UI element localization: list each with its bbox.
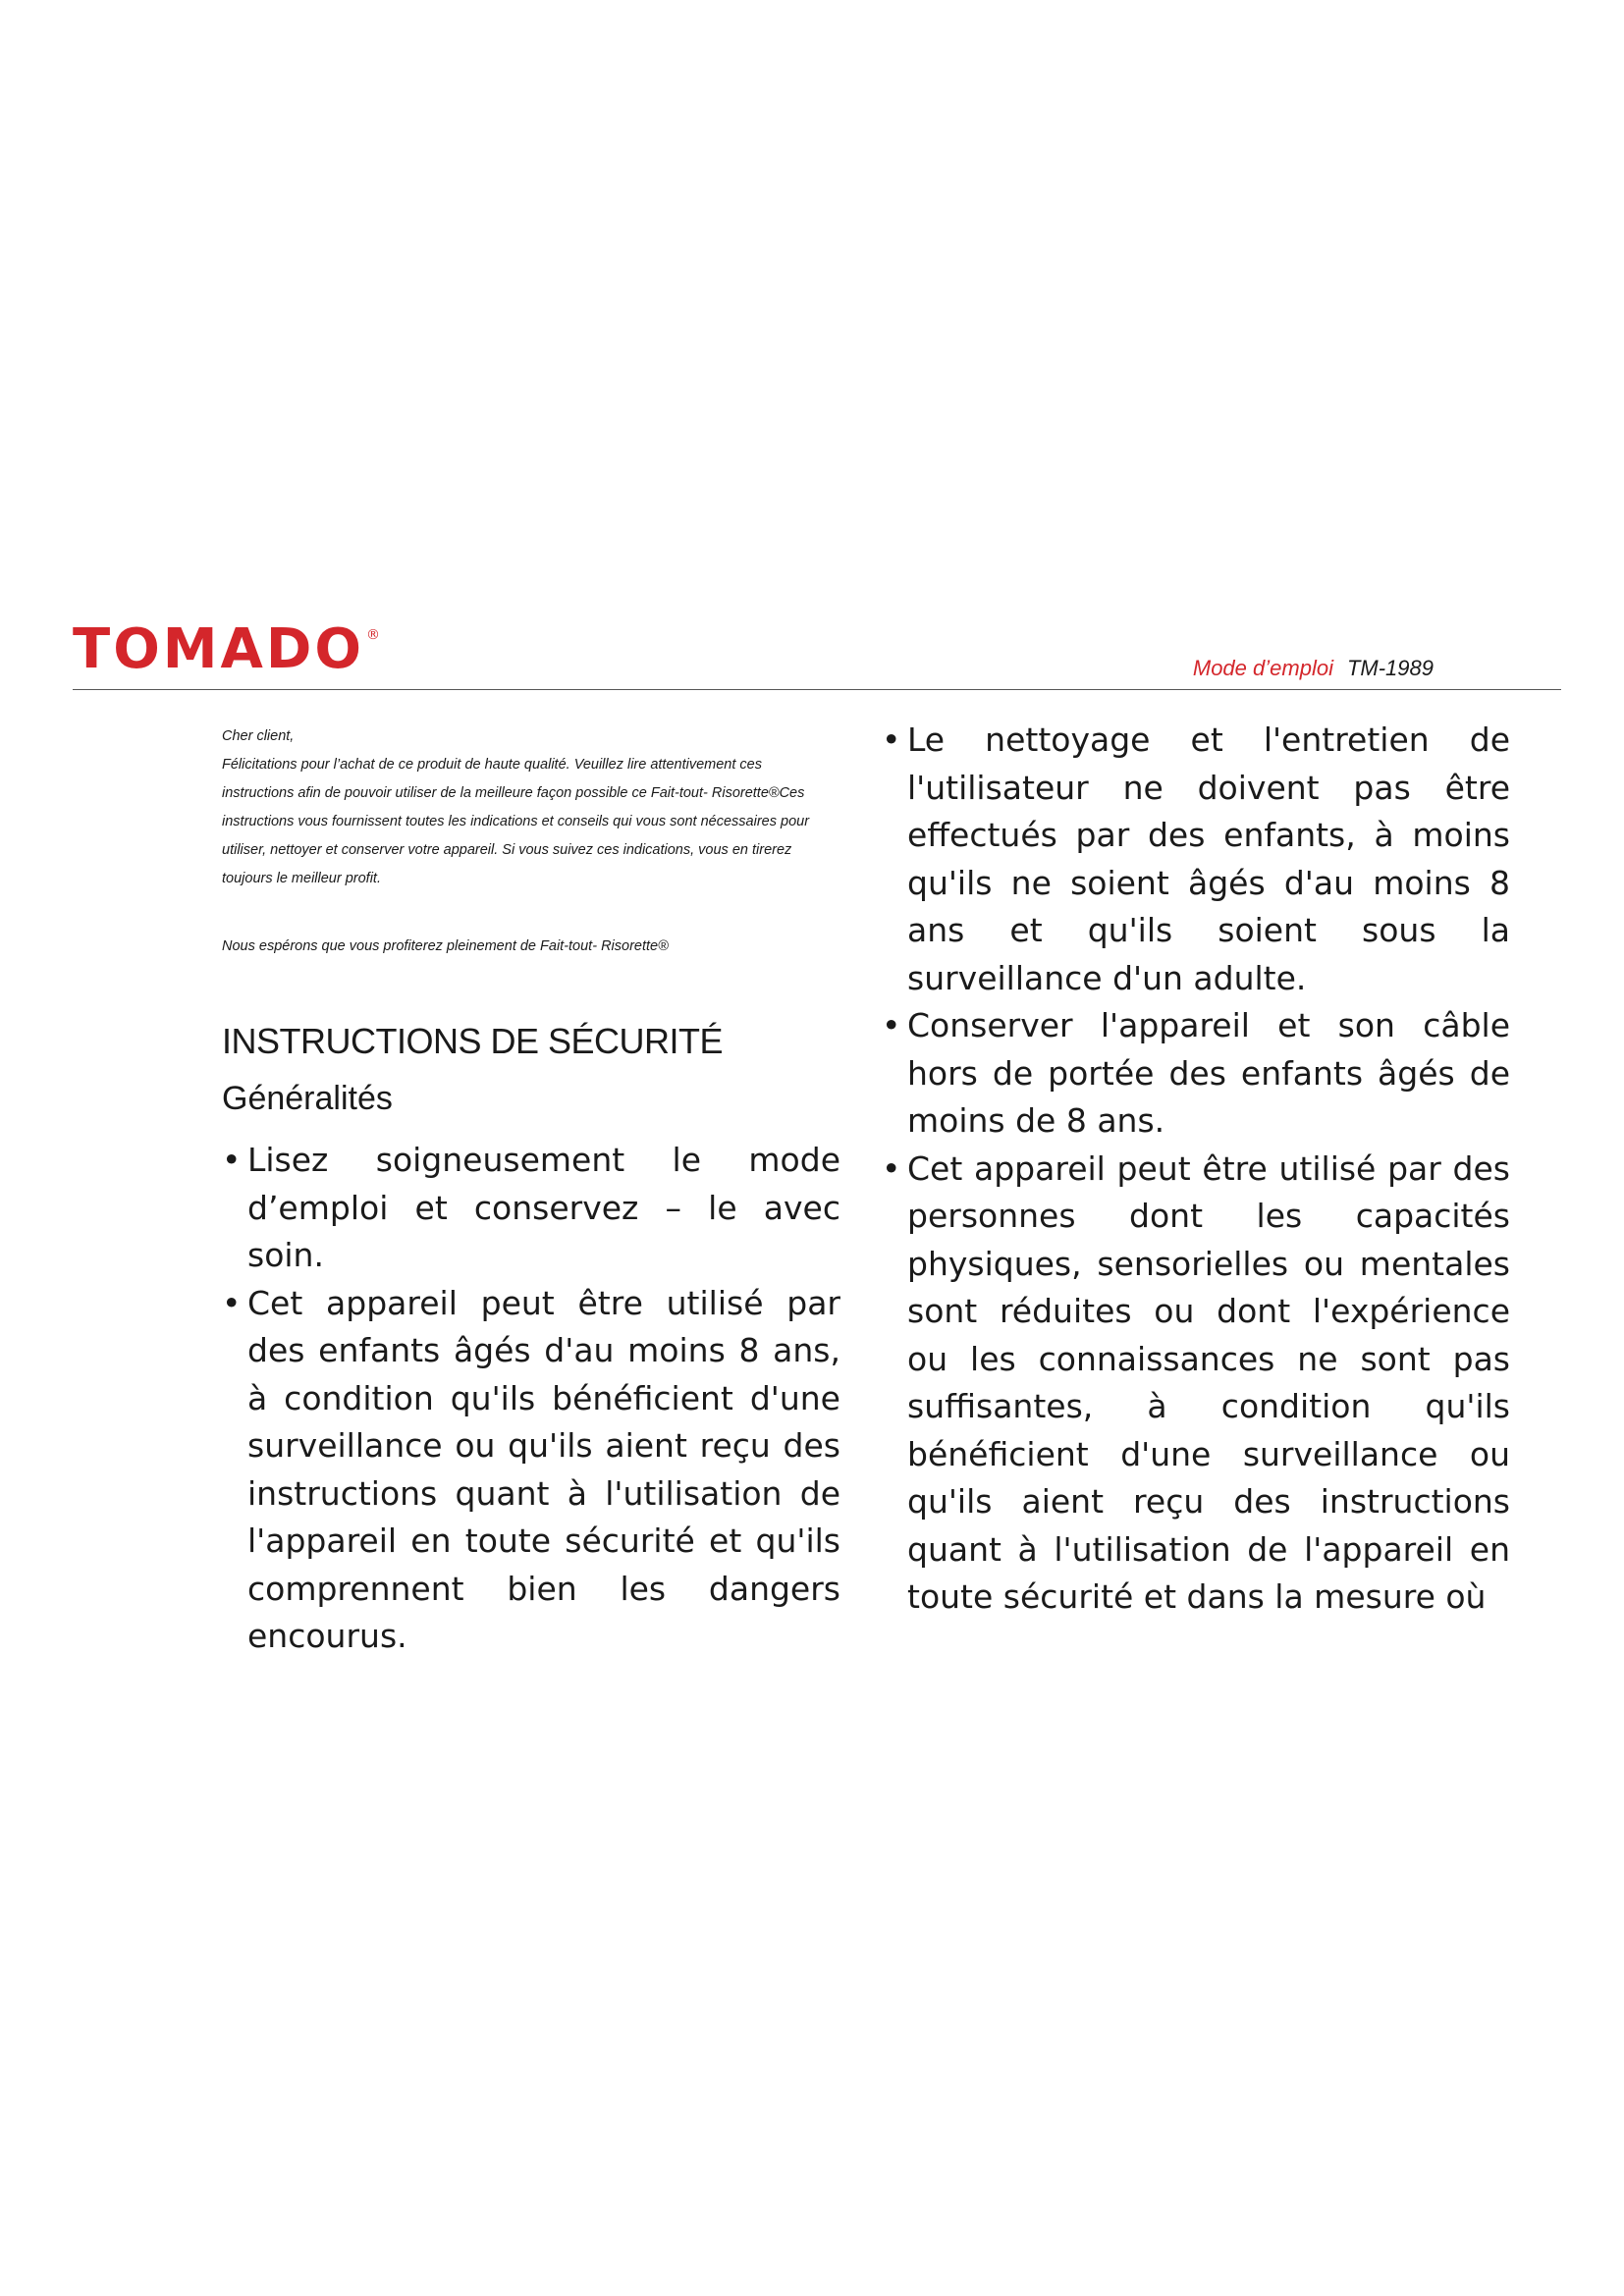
intro-greeting: Cher client, <box>222 728 295 744</box>
left-column <box>222 1137 840 1661</box>
list-item-text: Conserver l'appareil et son câble hors de portée des enfants âgés de moins de 8 ans. <box>907 1006 1510 1140</box>
list-item-text: Lisez soigneusement le mode d’emploi et conservez – le avec soin. <box>247 1141 840 1274</box>
bullet-icon: • <box>882 1148 901 1188</box>
list-item <box>882 1002 1510 1146</box>
model-number: TM-1989 <box>1346 656 1434 680</box>
list-item-text: Cet appareil peut être utilisé par des enfants âgés d'au moins 8 ans, à condition qu'ils bénéficient d'une surveillance ou qu'ils aient reçu des instructions quant à l'utilisation de l'appareil en toute sécurité et qu'ils comprennent bien les dangers encourus. <box>247 1283 840 1655</box>
list-item <box>882 1146 1510 1622</box>
section-title: INSTRUCTIONS DE SÉCURITÉ <box>222 1021 724 1061</box>
manual-label: Mode d’emploi <box>1192 656 1333 680</box>
page-header <box>73 618 1561 690</box>
bullet-icon: • <box>222 1141 242 1179</box>
bullet-icon: • <box>882 1006 901 1044</box>
intro-closing: Nous espérons que vous profiterez pleinement de Fait-tout- Risorette® <box>222 938 669 954</box>
list-item-text: Cet appareil peut être utilisé par des personnes dont les capacités physiques, sensorielles ou mentales sont réduites ou dont l'expérience ou les connaissances ne sont pas suffisantes, à condition qu'ils bénéficient d'une surveillance ou qu'ils aient reçu des instructions quant à l'utilisation de l'appareil en toute sécurité et dans la mesure où <box>907 1148 1510 1616</box>
bullet-icon: • <box>882 721 901 759</box>
brand-name: TOMADO <box>73 617 364 681</box>
list-item <box>222 1280 840 1661</box>
right-column <box>882 717 1510 1622</box>
intro-letter <box>222 722 821 961</box>
registered-mark: ® <box>365 627 380 643</box>
intro-body: Félicitations pour l’achat de ce produit de haute qualité. Veuillez lire attentivement ces instructions afin de pouvoir utiliser de la meilleure façon possible ce Fait-tout- Risorette®Ces instructions vous fournissent toutes les indications et conseils qui vous sont nécessaires pour utiliser, nettoyer et conserver votre appareil. Si vous suivez ces indications, vous en tirerez toujours le meilleur profit. <box>222 757 810 886</box>
list-item <box>222 1137 840 1280</box>
manual-reference <box>1193 658 1434 679</box>
list-item-text: Le nettoyage et l'entretien de l'utilisateur ne doivent pas être effectués par des enfants, à moins qu'ils ne soient âgés d'au moins 8 ans et qu'ils soient sous la surveillance d'un adulte. <box>907 721 1510 997</box>
brand-logo <box>73 617 380 681</box>
list-item <box>882 717 1510 1002</box>
bullet-icon: • <box>222 1283 242 1322</box>
subsection-title: Généralités <box>222 1080 393 1117</box>
